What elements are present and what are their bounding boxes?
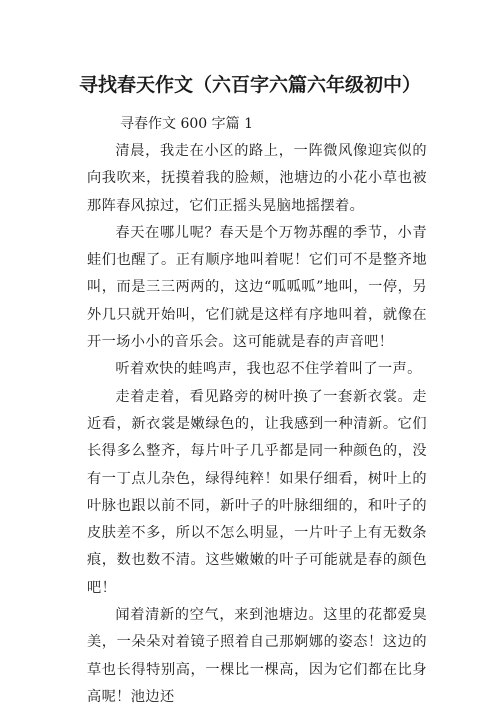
essay-subtitle: 寻春作文 600 字篇 1 xyxy=(120,116,253,132)
paragraph: 春天在哪儿呢？春天是个万物苏醒的季节，小青蛙们也醒了。正有顺序地叫着呢！它们可不是整齐地叫，而是三三两两的，这边“呱呱呱”地叫，一停，另外几只就开始叫，它们就是这样有序地叫着，就像在开一场小小的音乐会。这可能就是春的声音吧！ xyxy=(87,224,427,351)
paragraph: 听着欢快的蛙鸣声，我也忍不住学着叫了一声。 xyxy=(115,361,422,378)
paragraph: 闻着清新的空气，来到池塘边。这里的花都爱臭美，一朵朵对着镜子照着自己那婀娜的姿态！这边的草也长得特别高，一棵比一棵高，因为它们都在比身高呢！池边还 xyxy=(87,607,427,705)
paragraph: 清晨，我走在小区的路上，一阵微风像迎宾似的向我吹来，抚摸着我的脸颊，池塘边的小花小草也被那阵春风掠过，它们正摇头晃脑地摇摆着。 xyxy=(87,143,427,214)
essay-body xyxy=(87,138,427,711)
paragraph: 走着走着，看见路旁的树叶换了一套新衣裳。走近看，新衣裳是嫩绿色的，让我感到一种清新。它们长得多么整齐，每片叶子几乎都是同一种颜色的，没有一丁点儿杂色，绿得纯粹！如果仔细看，树叶上的叶脉也跟以前不同，新叶子的叶脉细细的，和叶子的皮肤差不多，所以不怎么明显，一片叶子上有无数条痕，数也数不清。这些嫩嫩的叶子可能就是春的颜色吧！ xyxy=(87,388,427,596)
document-title: 寻找春天作文（六百字六篇六年级初中） xyxy=(78,74,421,96)
